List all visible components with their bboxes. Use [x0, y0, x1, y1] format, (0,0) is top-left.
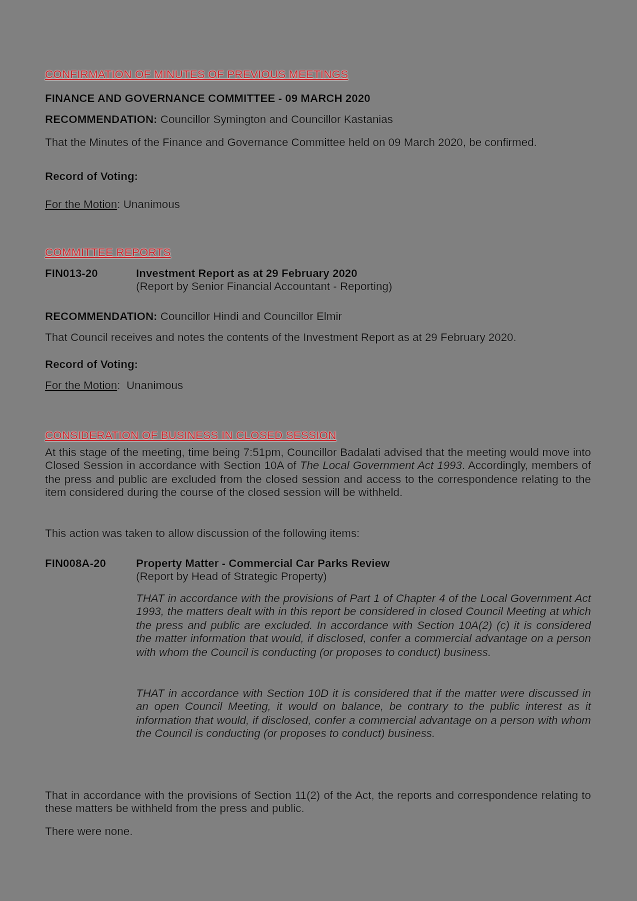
item-body — [136, 268, 591, 295]
local-government-act-title: The Local Government Act 1993 — [299, 460, 463, 473]
recommendation-label: RECOMMENDATION: — [45, 311, 158, 323]
section-heading-closed-session: CONSIDERATION OF BUSINESS IN CLOSED SESSION — [45, 430, 337, 442]
section-heading-committee-reports: COMMITTEE REPORTS — [45, 247, 171, 259]
item-subtitle: (Report by Head of Strategic Property) — [136, 571, 327, 584]
item-body — [136, 558, 591, 585]
recommendation-label: RECOMMENDATION: — [45, 114, 158, 126]
item-subtitle: (Report by Senior Financial Accountant - Reporting) — [136, 281, 393, 294]
motion-line — [45, 199, 180, 212]
record-of-voting-label: Record of Voting: — [45, 171, 139, 183]
for-the-motion-label: For the Motion — [45, 380, 118, 392]
item-code: FIN013-20 — [45, 268, 98, 280]
section-heading-confirmation-of-minutes: CONFIRMATION OF MINUTES OF PREVIOUS MEETINGS — [45, 69, 349, 81]
committee-subheading: FINANCE AND GOVERNANCE COMMITTEE - 09 MARCH 2020 — [45, 93, 371, 105]
record-of-voting-label: Record of Voting: — [45, 359, 139, 371]
closed-item-paragraph-2: THAT in accordance with Section 10D it is considered that if the matter were discussed in an open Council Meeting, it would on balance, be contrary to the public interest as it information that would, if disclosed, confer a commercial advantage on a person with whom the Council is conducting (or proposes to conduct) business. — [136, 688, 591, 741]
recommendation-line — [45, 311, 342, 324]
recommendation-movers: Councillor Symington and Councillor Kastanias — [157, 114, 393, 126]
closed-item-paragraph-1: THAT in accordance with the provisions of Part 1 of Chapter 4 of the Local Government Act 1993, the matters dealt with in this report be considered in closed Council Meeting at which the press and public are excluded. In accordance with Section 10A(2) (c) it is considered the matter information that would, if disclosed, confer a commercial advantage on a person with whom the Council is conducting (or proposes to conduct) business. — [136, 593, 591, 659]
minutes-resolution: That the Minutes of the Finance and Governance Committee held on 09 March 2020, be confirmed. — [45, 137, 537, 149]
motion-result: : Unanimous — [117, 199, 180, 211]
action-text: This action was taken to allow discussion of the following items: — [45, 528, 360, 540]
item-title: Property Matter - Commercial Car Parks Review — [136, 558, 390, 570]
item-code: FIN008A-20 — [45, 558, 106, 570]
recommendation-movers: Councillor Hindi and Councillor Elmir — [157, 311, 342, 323]
investment-report-resolution: That Council receives and notes the contents of the Investment Report as at 29 February 2020. — [45, 332, 517, 344]
withheld-resolution: That in accordance with the provisions of Section 11(2) of the Act, the reports and correspondence relating to these matters be withheld from the press and public. — [45, 790, 591, 816]
intro-text-part2: . Accordingly, members of the press and public are excluded from the closed session and access to the correspondence relating to the item considered during the course of the closed session will be withheld. — [45, 460, 592, 500]
item-title: Investment Report as at 29 February 2020 — [136, 268, 358, 280]
intro-text-part1: At this stage of the meeting, time being 7:51pm, Councillor Badalati advised that the meeting would move into Closed Session in accordance with Section 10A of — [45, 447, 591, 473]
closing-text: There were none. — [45, 826, 133, 838]
closed-session-intro — [45, 447, 591, 501]
recommendation-line — [45, 114, 393, 127]
for-the-motion-label: For the Motion — [45, 199, 118, 211]
motion-line — [45, 380, 183, 393]
motion-result: : Unanimous — [117, 380, 184, 392]
